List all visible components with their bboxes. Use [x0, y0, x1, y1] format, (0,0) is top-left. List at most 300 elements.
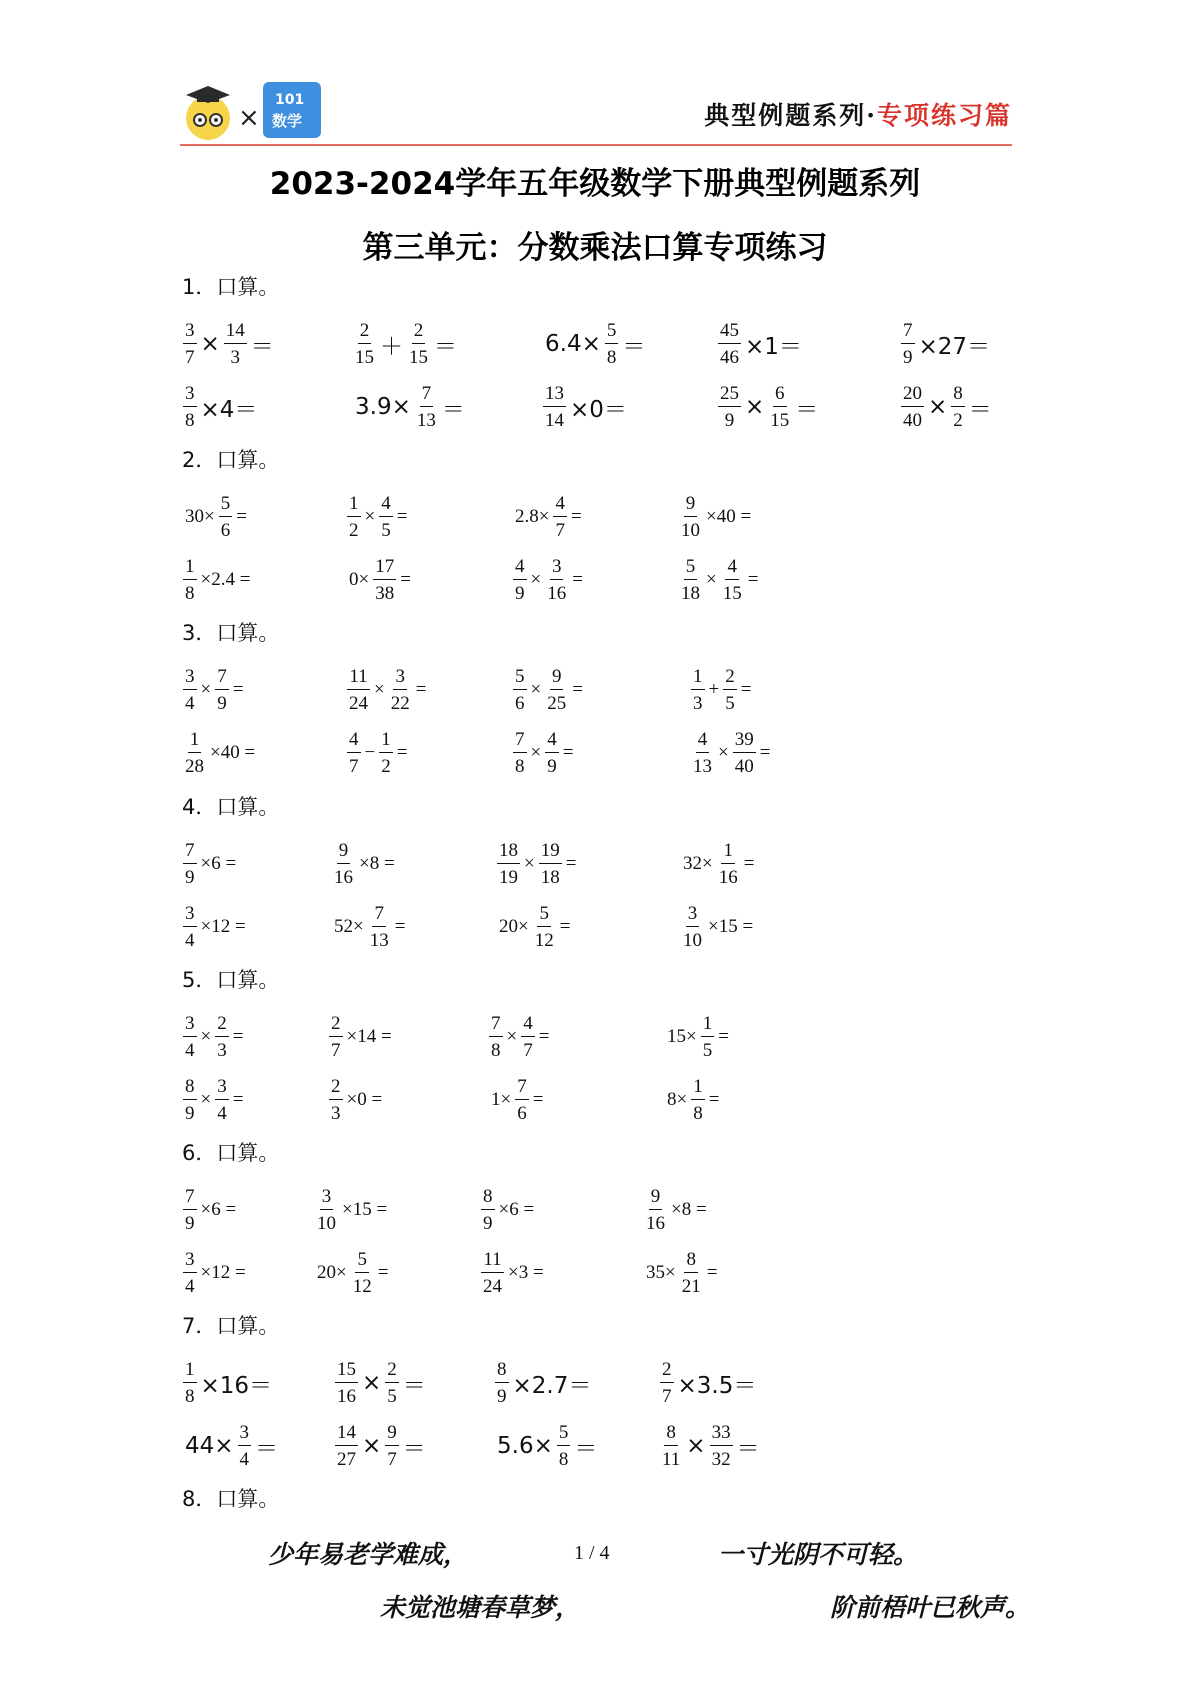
- section-title: 6．口算。: [182, 1141, 280, 1165]
- numerator: 1: [347, 494, 361, 517]
- numerator: 8: [664, 1423, 678, 1446]
- numerator: 13: [543, 384, 566, 407]
- fraction: [545, 730, 559, 776]
- denominator: 9: [185, 1103, 195, 1124]
- fraction: [379, 730, 393, 776]
- operator: ＝: [795, 396, 819, 423]
- expression: [328, 1077, 385, 1123]
- operator: ×: [745, 394, 765, 420]
- fraction: [901, 321, 915, 367]
- fraction: [513, 667, 527, 713]
- fraction: [347, 494, 361, 540]
- numerator: 4: [521, 1014, 535, 1037]
- expression: [182, 494, 250, 540]
- expression: [331, 841, 398, 887]
- numerator: 5: [513, 667, 527, 690]
- expression: [496, 904, 573, 950]
- fraction: [543, 384, 566, 430]
- operator: =: [570, 506, 582, 527]
- fraction: [407, 321, 430, 367]
- 101-badge-text-1: 101: [275, 92, 305, 108]
- numerator: 8: [481, 1187, 495, 1210]
- logo: [183, 80, 327, 142]
- denominator: 7: [523, 1040, 533, 1061]
- numerator: 15: [335, 1360, 358, 1383]
- expression: [346, 557, 414, 603]
- numerator: 18: [497, 841, 520, 864]
- numerator: 45: [718, 321, 741, 344]
- denominator: 24: [483, 1276, 502, 1297]
- denominator: 8: [185, 1386, 195, 1407]
- operator: =: [743, 853, 755, 874]
- numerator: 8: [684, 1250, 698, 1273]
- denominator: 5: [725, 693, 735, 714]
- operator: =: [232, 679, 244, 700]
- expression: [664, 1014, 732, 1060]
- operator: ×2.7＝: [512, 1372, 592, 1399]
- denominator: 38: [375, 583, 395, 604]
- numerator: 3: [238, 1423, 252, 1446]
- denominator: 15: [722, 583, 742, 604]
- fraction: [718, 321, 741, 367]
- denominator: 11: [662, 1449, 681, 1470]
- expression: [496, 841, 579, 887]
- operator: =: [415, 679, 427, 700]
- denominator: 12: [352, 1276, 372, 1297]
- numerator: 1: [721, 841, 735, 864]
- operator: =: [400, 569, 411, 590]
- denominator: 18: [681, 583, 700, 604]
- fraction: [521, 1014, 535, 1060]
- page-subtitle: 第三单元：分数乘法口算专项练习: [362, 230, 828, 266]
- expression: [488, 1077, 546, 1123]
- fraction: [368, 904, 391, 950]
- numerator: 3: [183, 1250, 197, 1273]
- operator: ×8 =: [359, 853, 395, 874]
- denominator: 6: [517, 1103, 527, 1124]
- expression: [182, 841, 239, 887]
- fraction: [332, 841, 355, 887]
- expression: [678, 494, 754, 540]
- denominator: 4: [185, 930, 195, 951]
- denominator: 25: [547, 693, 567, 714]
- numerator: 8: [495, 1360, 509, 1383]
- numerator: 11: [347, 667, 369, 690]
- fraction: [347, 667, 370, 713]
- denominator: 10: [317, 1213, 336, 1234]
- fraction: [557, 1423, 571, 1469]
- operator: 6.4×: [545, 331, 601, 357]
- operator: ×: [530, 679, 542, 700]
- denominator: 7: [387, 1449, 397, 1470]
- fraction: [183, 1250, 197, 1296]
- denominator: 7: [349, 756, 359, 777]
- operator: ×27＝: [918, 333, 991, 360]
- operator: ×: [200, 679, 212, 700]
- numerator: 4: [545, 730, 559, 753]
- expression: [717, 384, 821, 430]
- operator: 52×: [334, 916, 364, 937]
- fraction: [489, 1014, 503, 1060]
- denominator: 4: [185, 1040, 195, 1061]
- numerator: 2: [329, 1077, 343, 1100]
- expression: [664, 1077, 722, 1123]
- expression: [328, 1014, 395, 1060]
- fraction: [183, 1360, 197, 1406]
- denominator: 19: [499, 867, 518, 888]
- section-title: 1．口算。: [182, 275, 280, 299]
- denominator: 9: [185, 1213, 195, 1234]
- denominator: 13: [369, 930, 389, 951]
- header-title-red: 专项练习篇: [876, 101, 1012, 130]
- expression: [900, 384, 995, 430]
- denominator: 9: [217, 693, 227, 714]
- denominator: 3: [693, 693, 703, 714]
- operator: ×: [530, 569, 542, 590]
- expression: [690, 730, 773, 776]
- expression: [334, 1423, 429, 1469]
- fraction: [513, 557, 527, 603]
- fraction: [660, 1360, 674, 1406]
- numerator: 9: [649, 1187, 663, 1210]
- numerator: 25: [718, 384, 741, 407]
- numerator: 8: [183, 1077, 197, 1100]
- fraction: [329, 1014, 343, 1060]
- fraction: [679, 494, 702, 540]
- fraction: [717, 841, 740, 887]
- operator: =: [706, 1262, 718, 1283]
- denominator: 12: [534, 930, 554, 951]
- denominator: 4: [185, 1276, 195, 1297]
- expression: [643, 1187, 710, 1233]
- numerator: 2: [660, 1360, 674, 1383]
- fraction: [347, 730, 361, 776]
- denominator: 16: [547, 583, 567, 604]
- fraction: [183, 730, 206, 776]
- fraction: [718, 384, 741, 430]
- numerator: 7: [515, 1077, 529, 1100]
- expression: [680, 841, 757, 887]
- denominator: 22: [390, 693, 410, 714]
- expression: [690, 667, 754, 713]
- denominator: 4: [185, 693, 195, 714]
- numerator: 3: [320, 1187, 334, 1210]
- denominator: 2: [381, 756, 391, 777]
- fraction: [710, 1423, 733, 1469]
- fraction: [553, 494, 567, 540]
- denominator: 7: [662, 1386, 672, 1407]
- expression: [334, 1360, 429, 1406]
- denominator: 16: [646, 1213, 665, 1234]
- denominator: 2: [953, 410, 963, 431]
- operator: ×12 =: [200, 1262, 246, 1283]
- operator: ＝: [574, 1435, 598, 1462]
- operator: ×15 =: [342, 1199, 388, 1220]
- expression: [488, 1014, 552, 1060]
- footer-poem-line2-right: 阶前梧叶已秋声。: [830, 1593, 1031, 1622]
- denominator: 40: [903, 410, 922, 431]
- denominator: 2: [349, 520, 359, 541]
- expression: [659, 1360, 759, 1406]
- fraction: [723, 667, 737, 713]
- operator: =: [562, 742, 574, 763]
- operator: ×: [524, 853, 535, 874]
- fraction: [415, 384, 438, 430]
- denominator: 21: [681, 1276, 701, 1297]
- denominator: 15: [409, 347, 428, 368]
- fraction: [545, 557, 568, 603]
- operator: ＝: [402, 1435, 426, 1462]
- denominator: 8: [491, 1040, 501, 1061]
- denominator: 46: [720, 347, 739, 368]
- numerator: 2: [412, 321, 426, 344]
- expression: [717, 321, 805, 367]
- fraction: [183, 904, 197, 950]
- numerator: 3: [550, 557, 564, 580]
- operator: 30×: [185, 506, 215, 527]
- operator: 2.8×: [515, 506, 550, 527]
- fraction: [351, 1250, 374, 1296]
- fraction: [497, 841, 520, 887]
- operator: 1×: [491, 1089, 512, 1110]
- expression: [512, 667, 586, 713]
- denominator: 13: [693, 756, 712, 777]
- denominator: 3: [217, 1040, 227, 1061]
- numerator: 14: [335, 1423, 358, 1446]
- denominator: 8: [185, 410, 195, 431]
- denominator: 9: [903, 347, 913, 368]
- fraction: [385, 1423, 399, 1469]
- denominator: 8: [515, 756, 525, 777]
- numerator: 4: [696, 730, 710, 753]
- header-title-series: 典型例题系列·: [704, 101, 877, 130]
- numerator: 2: [329, 1014, 343, 1037]
- fraction: [691, 667, 705, 713]
- fraction: [680, 1250, 703, 1296]
- fraction: [515, 1077, 529, 1123]
- operator: 44×: [185, 1433, 234, 1459]
- operator: =: [708, 1089, 720, 1110]
- expression: [512, 557, 586, 603]
- fraction: [183, 321, 197, 367]
- expression: [346, 667, 429, 713]
- operator: =: [532, 1089, 544, 1110]
- page-title: 2023-2024学年五年级数学下册典型例题系列: [269, 166, 921, 202]
- operator: =: [236, 506, 247, 527]
- operator: ＝: [402, 1372, 426, 1399]
- denominator: 8: [606, 347, 617, 368]
- expression: [314, 1187, 390, 1233]
- fraction: [533, 904, 556, 950]
- operator: ×: [200, 1026, 212, 1047]
- denominator: 28: [185, 756, 204, 777]
- page-number: 1 / 4: [574, 1542, 610, 1564]
- operator: ×: [506, 1026, 518, 1047]
- numerator: 11: [481, 1250, 503, 1273]
- operator: =: [740, 679, 752, 700]
- operator: =: [565, 853, 577, 874]
- operator: ＝: [736, 1435, 760, 1462]
- fraction: [183, 667, 197, 713]
- fraction: [183, 1187, 197, 1233]
- numerator: 5: [355, 1250, 369, 1273]
- numerator: 9: [385, 1423, 399, 1446]
- fraction: [315, 1187, 338, 1233]
- section-title: 3．口算。: [182, 621, 280, 645]
- operator: =: [232, 1089, 244, 1110]
- numerator: 2: [358, 321, 372, 344]
- operator: =: [759, 742, 771, 763]
- numerator: 4: [513, 557, 527, 580]
- fraction: [335, 1360, 358, 1406]
- operator: ×14 =: [346, 1026, 392, 1047]
- fraction: [238, 1423, 252, 1469]
- operator: 35×: [646, 1262, 676, 1283]
- operator: 8×: [667, 1089, 688, 1110]
- numerator: 3: [183, 384, 197, 407]
- expression: [182, 1187, 239, 1233]
- numerator: 3: [393, 667, 407, 690]
- numerator: 1: [183, 1360, 197, 1383]
- fraction: [691, 730, 714, 776]
- operator: =: [718, 1026, 729, 1047]
- operator: =: [572, 679, 583, 700]
- section-title: 5．口算。: [182, 968, 280, 992]
- denominator: 16: [334, 867, 353, 888]
- operator: +: [708, 679, 720, 700]
- footer-poem-line1-right: 一寸光阴不可轻。: [718, 1540, 919, 1569]
- numerator: 33: [710, 1423, 733, 1446]
- denominator: 4: [217, 1103, 227, 1124]
- numerator: 6: [773, 384, 787, 407]
- expression: [182, 1077, 246, 1123]
- fraction: [768, 384, 791, 430]
- numerator: 3: [183, 904, 197, 927]
- operator: ×: [718, 742, 729, 763]
- operator: ×6 =: [200, 1199, 237, 1220]
- operator: 20×: [317, 1262, 347, 1283]
- numerator: 1: [691, 1077, 705, 1100]
- fraction: [183, 841, 197, 887]
- fraction: [701, 1014, 715, 1060]
- operator: 32×: [683, 853, 713, 874]
- denominator: 9: [483, 1213, 493, 1234]
- fraction: [389, 667, 412, 713]
- denominator: 8: [558, 1449, 569, 1470]
- operator: ＝: [968, 396, 992, 423]
- numerator: 5: [605, 321, 619, 344]
- denominator: 5: [387, 1386, 397, 1407]
- numerator: 7: [183, 841, 197, 864]
- expression: [494, 1360, 594, 1406]
- operator: =: [559, 916, 571, 937]
- numerator: 7: [372, 904, 386, 927]
- fraction: [679, 557, 702, 603]
- numerator: 3: [183, 667, 197, 690]
- fraction: [733, 730, 756, 776]
- numerator: 1: [188, 730, 202, 753]
- denominator: 9: [547, 756, 557, 777]
- numerator: 7: [215, 667, 229, 690]
- fraction: [215, 667, 229, 713]
- denominator: 8: [693, 1103, 703, 1124]
- expression: [182, 1360, 275, 1406]
- operator: ×: [362, 1370, 382, 1396]
- denominator: 10: [683, 930, 702, 951]
- denominator: 15: [355, 347, 374, 368]
- operator: ×: [200, 331, 220, 357]
- numerator: 3: [183, 321, 197, 344]
- operator: ×: [200, 1089, 212, 1110]
- expression: [678, 557, 761, 603]
- section-title: 4．口算。: [182, 795, 280, 819]
- fraction: [329, 1077, 343, 1123]
- fraction: [481, 1187, 495, 1233]
- numerator: 4: [553, 494, 567, 517]
- numerator: 7: [513, 730, 527, 753]
- expression: [900, 321, 993, 367]
- header-divider: [180, 144, 1012, 146]
- operator: ＋: [380, 333, 403, 360]
- fraction: [481, 1250, 504, 1296]
- numerator: 17: [373, 557, 396, 580]
- operator: ×15 =: [708, 916, 754, 937]
- expression: [346, 494, 410, 540]
- fraction: [215, 1014, 229, 1060]
- operator: =: [396, 506, 408, 527]
- numerator: 7: [489, 1014, 503, 1037]
- operator: =: [747, 569, 759, 590]
- denominator: 13: [416, 410, 436, 431]
- denominator: 3: [230, 347, 241, 368]
- numerator: 7: [420, 384, 434, 407]
- expression: [331, 904, 408, 950]
- operator: ＝: [441, 396, 465, 423]
- expression: [494, 1423, 600, 1469]
- denominator: 16: [718, 867, 738, 888]
- operator: ×0＝: [570, 396, 627, 423]
- footer-poem-line2-left: 未觉池塘春草梦，: [380, 1593, 581, 1622]
- denominator: 5: [381, 520, 391, 541]
- expression: [182, 1014, 246, 1060]
- operator: =: [394, 916, 406, 937]
- numerator: 3: [215, 1077, 229, 1100]
- denominator: 9: [724, 410, 735, 431]
- expression: [182, 384, 260, 430]
- expression: [643, 1250, 720, 1296]
- operator: 20×: [499, 916, 529, 937]
- fraction: [901, 384, 924, 430]
- fraction: [379, 494, 393, 540]
- expression: [182, 1250, 249, 1296]
- numerator: 1: [701, 1014, 715, 1037]
- expression: [680, 904, 756, 950]
- numerator: 2: [215, 1014, 229, 1037]
- denominator: 24: [349, 693, 368, 714]
- student-cap-icon: [183, 80, 327, 142]
- operator: ×12 =: [200, 916, 246, 937]
- expression: [182, 321, 277, 367]
- expression: [314, 1250, 391, 1296]
- expression: [182, 1423, 281, 1469]
- denominator: 4: [239, 1449, 250, 1470]
- denominator: 9: [185, 867, 195, 888]
- operator: =: [377, 1262, 389, 1283]
- operator: ×: [374, 679, 385, 700]
- expression: [659, 1423, 763, 1469]
- fraction: [183, 1014, 197, 1060]
- numerator: 3: [686, 904, 700, 927]
